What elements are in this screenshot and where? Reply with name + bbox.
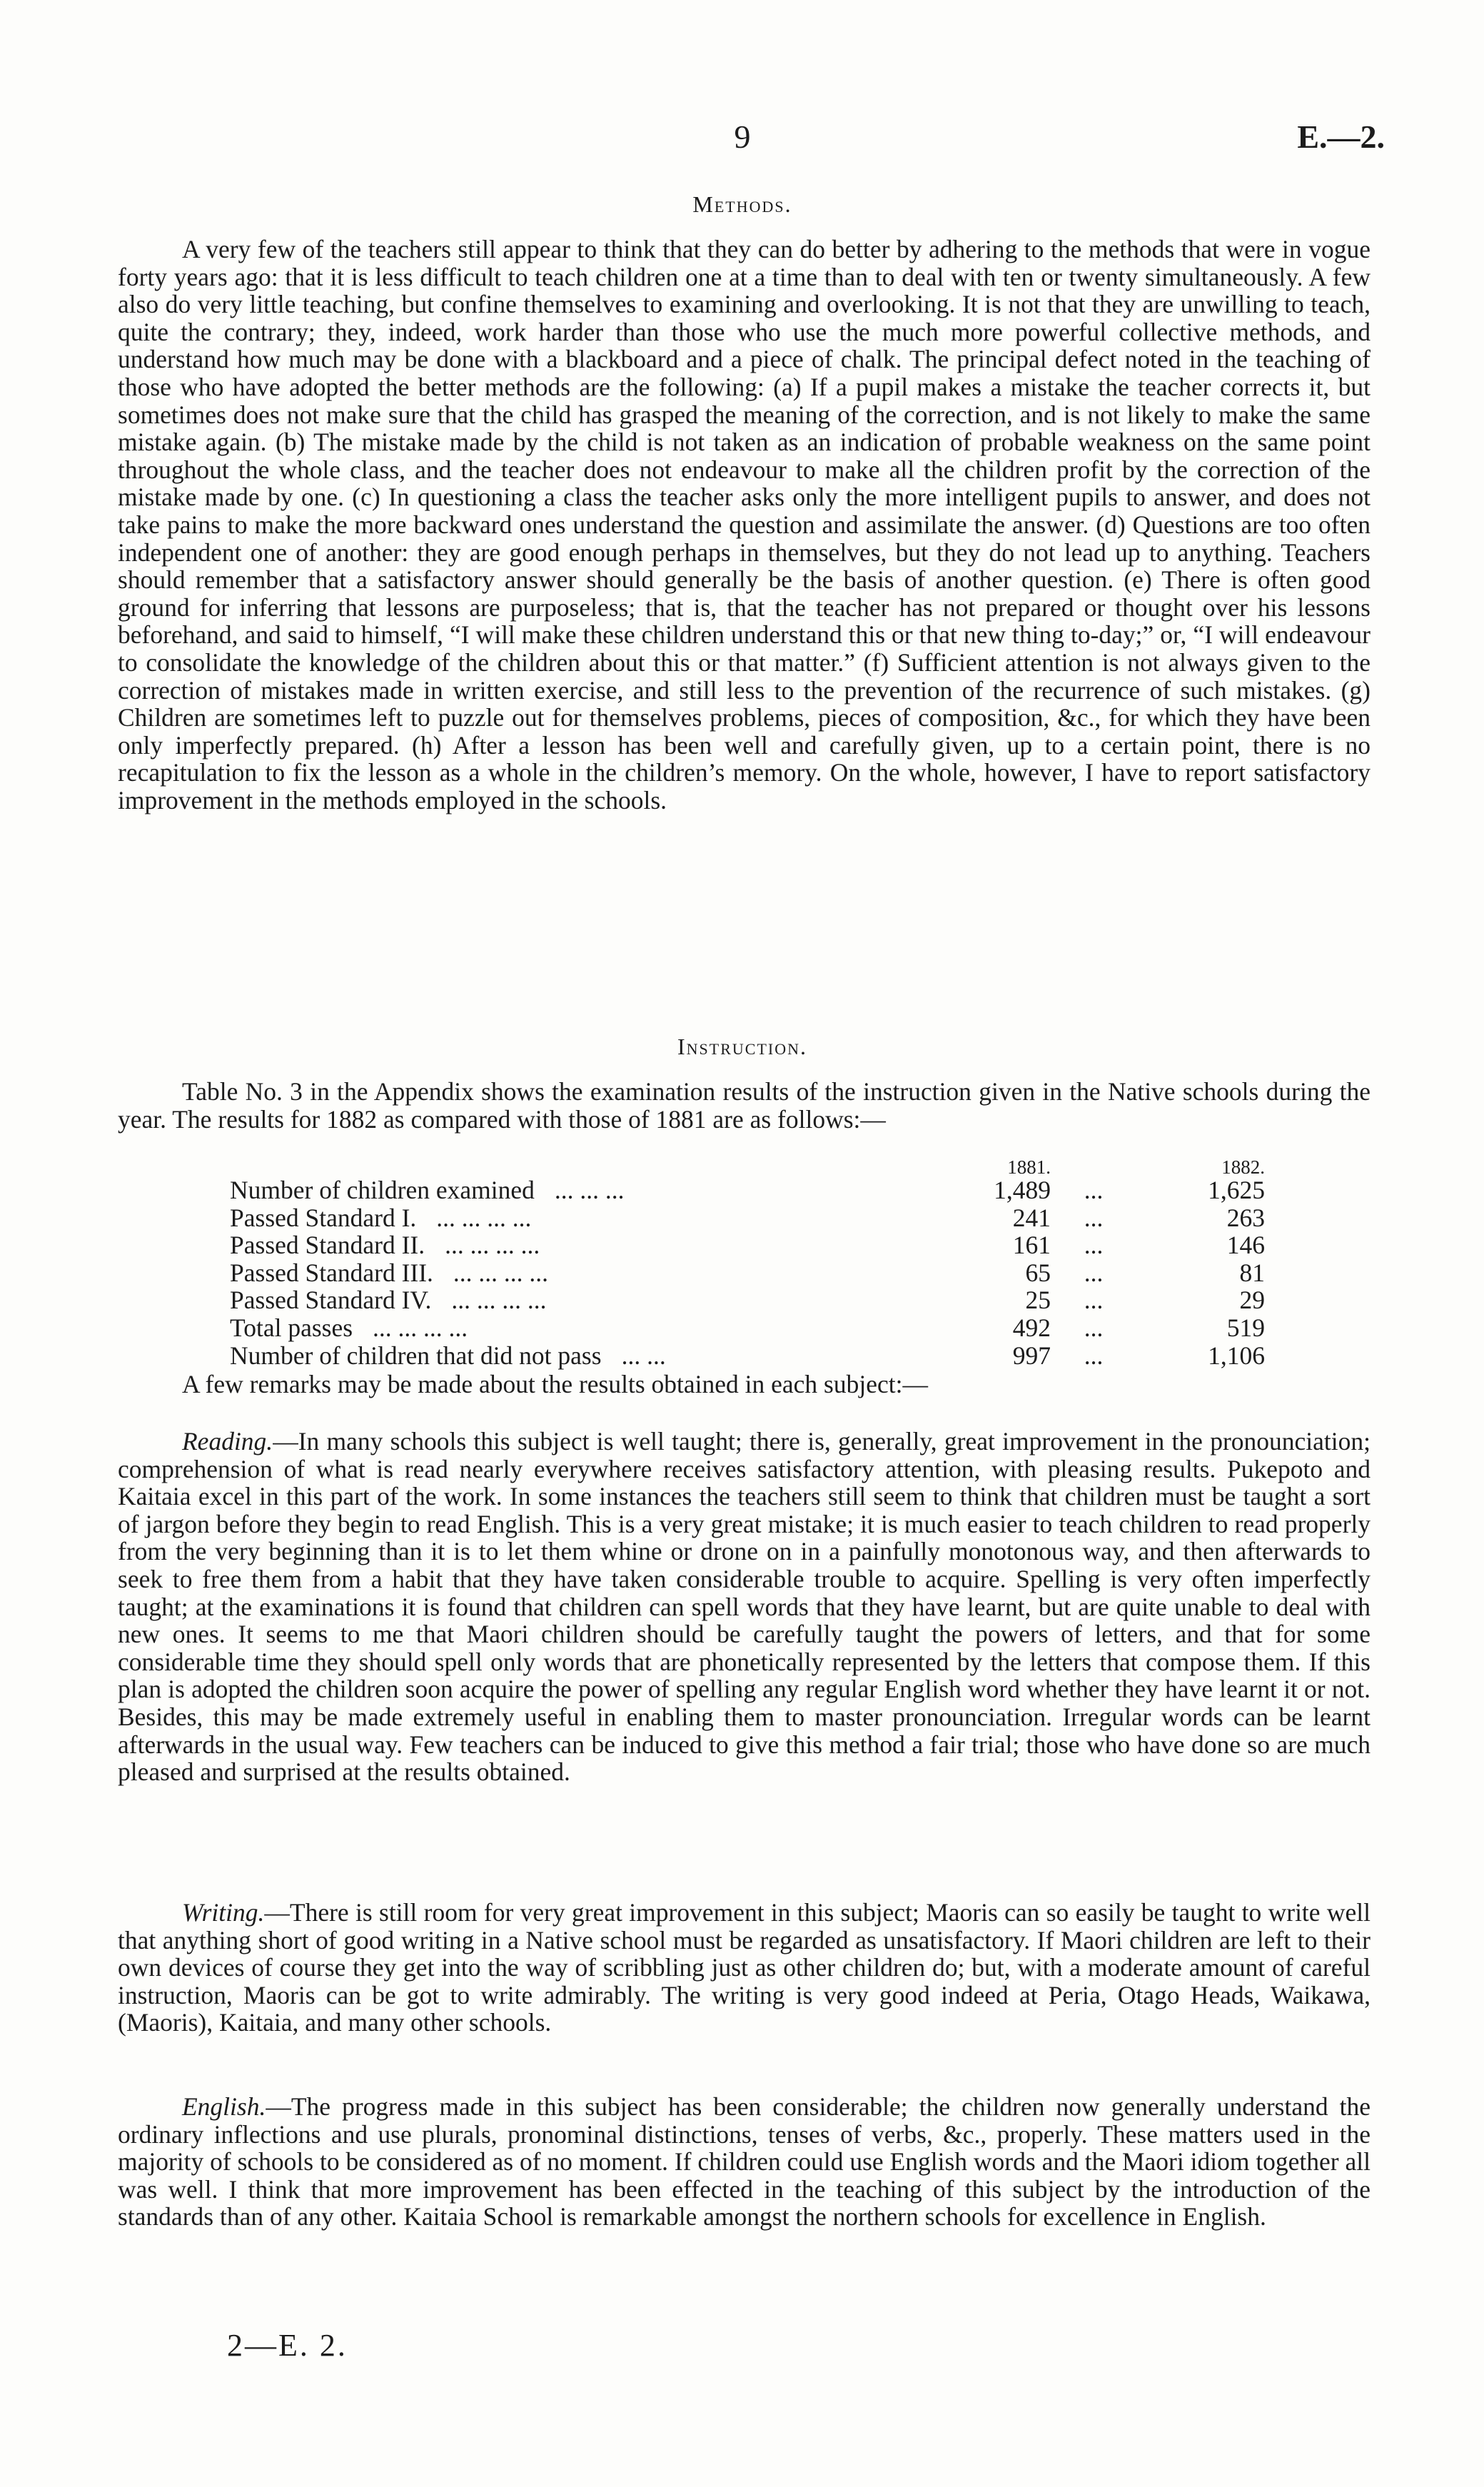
instruction-heading: Instruction. (677, 1034, 807, 1059)
writing-paragraph (118, 1899, 1371, 2037)
value-1882: 29 (1239, 1286, 1265, 1315)
row-label-text: Passed Standard I. (230, 1203, 417, 1232)
value-1881: 241 (1012, 1203, 1051, 1232)
row-label-text: Number of children examined (230, 1176, 535, 1204)
row-leader: ... ... (621, 1341, 666, 1370)
value-1881: 492 (1012, 1313, 1051, 1342)
methods-heading: Methods. (692, 191, 792, 217)
table-row (230, 1204, 1265, 1232)
table-header-blank (230, 1158, 944, 1176)
page-signature: 2—E. 2. (227, 2328, 348, 2363)
reading-text: —In many schools this subject is well taught; there is, generally, great improvement in the pronounciation; comprehension of what is read nearly everywhere receives satisfactory attention, with pleasing results. Pukepoto and Kaitaia excel in this part of the work. In some instances the teachers still seem to think that children must be taught a sort of jargon before they begin to read English. This is a very great mistake; it is much easier to teach children to read properly from the very beginning than it is to let them whine or drone on in a painfully monotonous way, and then afterwards to seek to free them from a habit that they have taken considerable trouble to acquire. Spelling is very often imperfectly taught; at the examinations it is found that children can spell words that they have learnt, but are quite unable to deal with new ones. It seems to me that Maori children should be carefully taught the powers of letters, and that for some considerable time they should spell only words that are phonetically represented by the letters that compose them. If this plan is adopted the children soon acquire the power of spelling any regular English word whether they have learnt it or not. Besides, this may be made extremely useful in enabling them to master pronounciation. Irregular words can be learnt afterwards in the usual way. Few teachers can be induced to give this method a fair trial; those who have done so are much pleased and surprised at the results obtained. (118, 1427, 1371, 1787)
row-leader: ... ... ... ... (373, 1313, 468, 1342)
value-1882: 1,106 (1208, 1341, 1265, 1370)
table-header-row (230, 1158, 1265, 1176)
value-1881: 161 (1012, 1231, 1051, 1260)
writing-lead: Writing. (182, 1898, 265, 1927)
value-1882: 263 (1226, 1203, 1265, 1232)
reading-lead: Reading. (182, 1427, 273, 1456)
column-header-1882: 1882. (1221, 1156, 1265, 1178)
methods-paragraph: A very few of the teachers still appear to think that they can do better by adhering to the methods that were in vogue forty years ago: that it is less difficult to teach children one at a time than to deal with ten or twenty simultaneously. A few also do very little teaching, but confine themselves to examining and overlooking. It is not that they are unwilling to teach, quite the contrary; they, indeed, work harder than those who use the much more powerful collective methods, and understand how much may be done with a blackboard and a piece of chalk. The principal defect noted in the teaching of those who have adopted the better methods are the following: (a) If a pupil makes a mistake the teacher corrects it, but sometimes does not make sure that the child has grasped the meaning of the correction, and is not likely to make the same mistake again. (b) The mistake made by the child is not taken as an indication of probable weakness on the same point throughout the whole class, and the teacher does not endeavour to make all the children profit by the correction of the mistake made by one. (c) In questioning a class the teacher asks only the more intelligent pupils to answer, and does not take pains to make the more backward ones understand the question and assimilate the answer. (d) Questions are too often independent one of another: they are good enough perhaps in themselves, but they do not lead up to anything. Teachers should remember that a satisfactory answer should generally be the basis of another question. (e) There is often good ground for inferring that lessons are purposeless; that is, that the teacher has not prepared or thought over his lessons beforehand, and said to himself, “I will make these children understand this or that new thing to-day;” or, “I will endeavour to consolidate the knowledge of the children about this or that matter.” (f) Sufficient attention is not always given to the correction of mistakes made in written exercise, and still less to the prevention of the recurrence of such mistakes. (g) Children are sometimes left to puzzle out for themselves problems, pieces of composition, &c., for which they have been only imperfectly prepared. (h) After a lesson has been well and carefully given, up to a certain point, there is no recapitulation to fix the lesson as a whole in the children’s memory. On the whole, however, I have to report satisfactory improvement in the methods employed in the schools. (118, 235, 1371, 814)
row-label-text: Passed Standard IV. (230, 1286, 432, 1315)
row-leader: ... ... ... (554, 1176, 625, 1204)
table-row (230, 1286, 1265, 1314)
row-leader-dots: ... (1084, 1258, 1104, 1287)
remarks-paragraph: A few remarks may be made about the results obtained in each subject:— (182, 1370, 928, 1398)
row-label (230, 1259, 944, 1287)
value-1882: 146 (1226, 1231, 1265, 1260)
row-leader: ... ... ... ... (453, 1258, 549, 1287)
row-label (230, 1231, 944, 1259)
column-header-spacer (1051, 1158, 1136, 1176)
table-row (230, 1231, 1265, 1259)
english-lead: English. (182, 2092, 266, 2121)
row-leader-dots: ... (1084, 1203, 1104, 1232)
column-header-1881: 1881. (1007, 1156, 1051, 1178)
table-body (230, 1176, 1265, 1369)
row-leader-dots: ... (1084, 1341, 1104, 1370)
examination-results-table (230, 1158, 1265, 1369)
value-1881: 1,489 (994, 1176, 1051, 1204)
english-text: —The progress made in this subject has been considerable; the children now generally understand the ordinary inflections and use plurals, pronominal distinctions, tenses of verbs, &c., properly. These matters used in the majority of schools to be considered as of no moment. If children could use English words and the Maori idiom together all was well. I think that more improvement has been effected in the teaching of this subject by the introduction of the standards than of any other. Kaitaia School is remarkable amongst the northern schools for excellence in English. (118, 2092, 1371, 2231)
value-1881: 25 (1025, 1286, 1051, 1315)
row-label (230, 1204, 944, 1232)
value-1882: 81 (1239, 1258, 1265, 1287)
row-label-text: Total passes (230, 1313, 353, 1342)
english-paragraph (118, 2093, 1371, 2231)
page-number: 9 (734, 118, 751, 155)
row-leader: ... ... ... ... (445, 1231, 540, 1260)
reading-paragraph (118, 1428, 1371, 1786)
row-label-text: Passed Standard III. (230, 1258, 433, 1287)
row-label (230, 1314, 944, 1342)
row-leader: ... ... ... ... (436, 1203, 532, 1232)
value-1882: 519 (1226, 1313, 1265, 1342)
table-row (230, 1176, 1265, 1204)
row-leader-dots: ... (1084, 1286, 1104, 1315)
value-1881: 65 (1025, 1258, 1051, 1287)
row-label-text: Passed Standard II. (230, 1231, 425, 1260)
row-leader-dots: ... (1084, 1231, 1104, 1260)
row-leader-dots: ... (1084, 1313, 1104, 1342)
table-row (230, 1314, 1265, 1342)
document-reference: E.—2. (1297, 118, 1385, 155)
value-1881: 997 (1012, 1341, 1051, 1370)
value-1882: 1,625 (1208, 1176, 1265, 1204)
row-label-text: Number of children that did not pass (230, 1341, 602, 1370)
table-row (230, 1342, 1265, 1370)
row-leader: ... ... ... ... (451, 1286, 547, 1315)
row-leader-dots: ... (1084, 1176, 1104, 1204)
row-label (230, 1176, 944, 1204)
table-row (230, 1259, 1265, 1287)
row-label (230, 1342, 944, 1370)
instruction-intro-paragraph: Table No. 3 in the Appendix shows the examination results of the instruction given in the Native schools during the year. The results for 1882 as compared with those of 1881 are as follows:— (118, 1077, 1371, 1134)
writing-text: —There is still room for very great improvement in this subject; Maoris can so easily be taught to write well that anything short of good writing in a Native school must be regarded as unsatisfactory. If Maori children are left to their own devices of course they get into the way of scribbling just as other children do; but, with a moderate amount of careful instruction, Maoris can be got to write admirably. The writing is very good indeed at Peria, Otago Heads, Waikawa, (Maoris), Kaitaia, and many other schools. (118, 1898, 1371, 2037)
row-label (230, 1286, 944, 1314)
